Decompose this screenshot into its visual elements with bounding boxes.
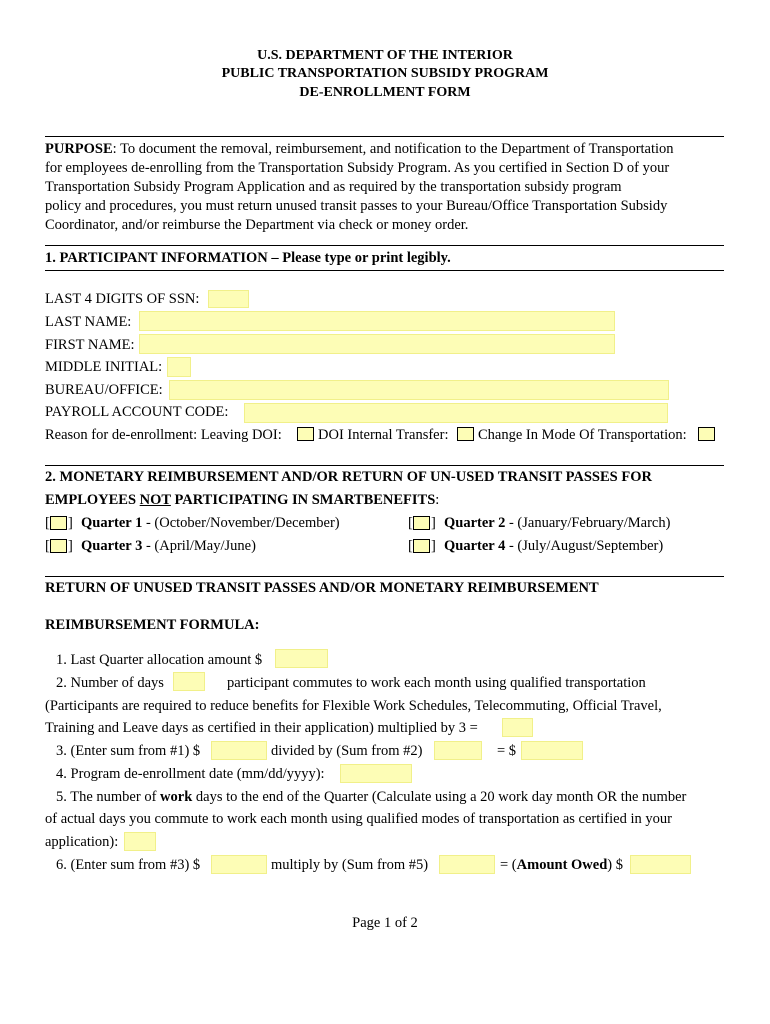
purpose-label: PURPOSE <box>45 141 113 157</box>
header-line-3: DE-ENROLLMENT FORM <box>299 85 471 100</box>
section2-heading-line-2 <box>45 491 439 509</box>
item-6-multiply-label: multiply by (Sum from #5) <box>271 857 429 873</box>
item-5-pre: 5. The number of <box>56 789 161 805</box>
item-2-note-line-1: (Participants are required to reduce benefits for Flexible Work Schedules, Telecommuting, Official Travel, <box>45 698 662 714</box>
quarter-2-option <box>444 514 670 532</box>
quarter-3-option <box>81 537 256 555</box>
item-5-post: days to the end of the Quarter (Calculate using a 20 work day month OR the number <box>192 789 687 805</box>
first-name-input[interactable] <box>139 334 615 354</box>
q3-bracket-open: [ <box>45 538 50 554</box>
purpose-line-5: Coordinator, and/or reimburse the Department via check or money order. <box>45 217 469 233</box>
first-name-label: FIRST NAME: <box>45 337 135 353</box>
section3-heading: RETURN OF UNUSED TRANSIT PASSES AND/OR MONETARY REIMBURSEMENT <box>45 580 599 596</box>
bureau-office-input[interactable] <box>169 380 669 400</box>
internal-transfer-label: DOI Internal Transfer: <box>318 427 449 443</box>
q2-bracket-close: ] <box>431 515 436 531</box>
middle-initial-label: MIDDLE INITIAL: <box>45 359 163 375</box>
quarter-2-checkbox[interactable] <box>413 516 430 530</box>
remaining-work-days-input[interactable] <box>124 832 156 851</box>
purpose-paragraph <box>45 140 715 235</box>
header-line-1: U.S. DEPARTMENT OF THE INTERIOR <box>257 48 513 63</box>
quarter-3-label: Quarter 3 <box>81 538 143 554</box>
purpose-line-4: policy and procedures, you must return unused transit passes to your Bureau/Office Transportation Subsidy <box>45 198 668 214</box>
item-2-label: 2. Number of days <box>56 675 164 691</box>
quarter-2-months: - (January/February/March) <box>505 515 671 531</box>
item-1-label: 1. Last Quarter allocation amount $ <box>56 652 263 668</box>
item-3-divided-label: divided by (Sum from #2) <box>271 743 423 759</box>
divider <box>45 136 724 137</box>
reason-label: Reason for de-enrollment: Leaving DOI: <box>45 427 282 443</box>
item-5-line-1 <box>56 788 686 806</box>
item-5-line-3: application): <box>45 834 119 850</box>
q4-bracket-close: ] <box>431 538 436 554</box>
quarter-3-checkbox[interactable] <box>50 539 67 553</box>
item-3-equals-label: = $ <box>497 743 517 759</box>
page-number: Page 1 of 2 <box>352 915 418 931</box>
de-enrollment-date-input[interactable] <box>340 764 412 783</box>
q4-bracket-open: [ <box>408 538 413 554</box>
divider <box>45 245 724 246</box>
item-6-eq-close: ) $ <box>607 857 623 873</box>
internal-transfer-checkbox[interactable] <box>457 427 474 441</box>
quarter-1-checkbox[interactable] <box>50 516 67 530</box>
amount-owed-input[interactable] <box>630 855 691 874</box>
purpose-line-3: Transportation Subsidy Program Application and as required by the transportation subsidy program <box>45 179 622 195</box>
q1-bracket-close: ] <box>68 515 73 531</box>
divider <box>45 465 724 466</box>
quarter-4-option <box>444 537 663 555</box>
section2-heading-pre: EMPLOYEES <box>45 492 140 508</box>
quarter-1-months: - (October/November/December) <box>142 515 340 531</box>
item-2-text: participant commutes to work each month using qualified transportation <box>227 675 646 691</box>
item-6-amount-owed: Amount Owed <box>516 857 608 873</box>
section2-heading-line-1: 2. MONETARY REIMBURSEMENT AND/OR RETURN OF UN-USED TRANSIT PASSES FOR <box>45 469 652 485</box>
divider <box>45 576 724 577</box>
last-name-label: LAST NAME: <box>45 314 132 330</box>
item-3-sum-1-input[interactable] <box>211 741 267 760</box>
q3-bracket-close: ] <box>68 538 73 554</box>
quarter-4-checkbox[interactable] <box>413 539 430 553</box>
q1-bracket-open: [ <box>45 515 50 531</box>
formula-heading: REIMBURSEMENT FORMULA: <box>45 617 260 633</box>
quarter-2-label: Quarter 2 <box>444 515 506 531</box>
divider <box>45 270 724 271</box>
last-name-input[interactable] <box>139 311 615 331</box>
last-quarter-allocation-input[interactable] <box>275 649 328 668</box>
section2-heading-not: NOT <box>139 492 171 508</box>
multiplied-days-input[interactable] <box>502 718 533 737</box>
purpose-line-2: for employees de-enrolling from the Transportation Subsidy Program. As you certified in Section D of your <box>45 160 670 176</box>
item-6-sum-5-input[interactable] <box>439 855 495 874</box>
section1-heading: 1. PARTICIPANT INFORMATION – Please type or print legibly. <box>45 250 451 266</box>
bureau-office-label: BUREAU/OFFICE: <box>45 382 163 398</box>
item-6-eq-open: = ( <box>500 857 517 873</box>
quarter-4-months: - (July/August/September) <box>505 538 664 554</box>
ssn-input[interactable] <box>208 290 249 308</box>
item-6-label: 6. (Enter sum from #3) $ <box>56 857 201 873</box>
leaving-doi-checkbox[interactable] <box>297 427 314 441</box>
mode-change-checkbox[interactable] <box>698 427 715 441</box>
item-4-label: 4. Program de-enrollment date (mm/dd/yyyy): <box>56 766 325 782</box>
item-2-note-line-2: Training and Leave days as certified in their application) multiplied by 3 = <box>45 720 478 736</box>
section2-heading-post: PARTICIPATING IN SMARTBENEFITS <box>170 492 436 508</box>
item-6-amount-owed-label <box>500 856 623 874</box>
payroll-code-input[interactable] <box>244 403 668 423</box>
purpose-line-1: : To document the removal, reimbursement, and notification to the Department of Transportation <box>112 141 674 157</box>
section2-heading-colon: : <box>435 492 440 508</box>
item-5-work: work <box>160 789 193 805</box>
middle-initial-input[interactable] <box>167 357 191 377</box>
q2-bracket-open: [ <box>408 515 413 531</box>
item-6-sum-3-input[interactable] <box>211 855 267 874</box>
quarter-4-label: Quarter 4 <box>444 538 506 554</box>
item-5-line-2: of actual days you commute to work each month using qualified modes of transportation as certified in your <box>45 811 672 827</box>
header-line-2: PUBLIC TRANSPORTATION SUBSIDY PROGRAM <box>221 66 549 81</box>
commute-days-input[interactable] <box>173 672 205 691</box>
mode-change-label: Change In Mode Of Transportation: <box>478 427 687 443</box>
item-3-label: 3. (Enter sum from #1) $ <box>56 743 201 759</box>
payroll-code-label: PAYROLL ACCOUNT CODE: <box>45 404 229 420</box>
item-3-result-input[interactable] <box>521 741 583 760</box>
quarter-1-option <box>81 514 340 532</box>
ssn-label: LAST 4 DIGITS OF SSN: <box>45 291 200 307</box>
quarter-1-label: Quarter 1 <box>81 515 143 531</box>
item-3-sum-2-input[interactable] <box>434 741 482 760</box>
quarter-3-months: - (April/May/June) <box>142 538 256 554</box>
